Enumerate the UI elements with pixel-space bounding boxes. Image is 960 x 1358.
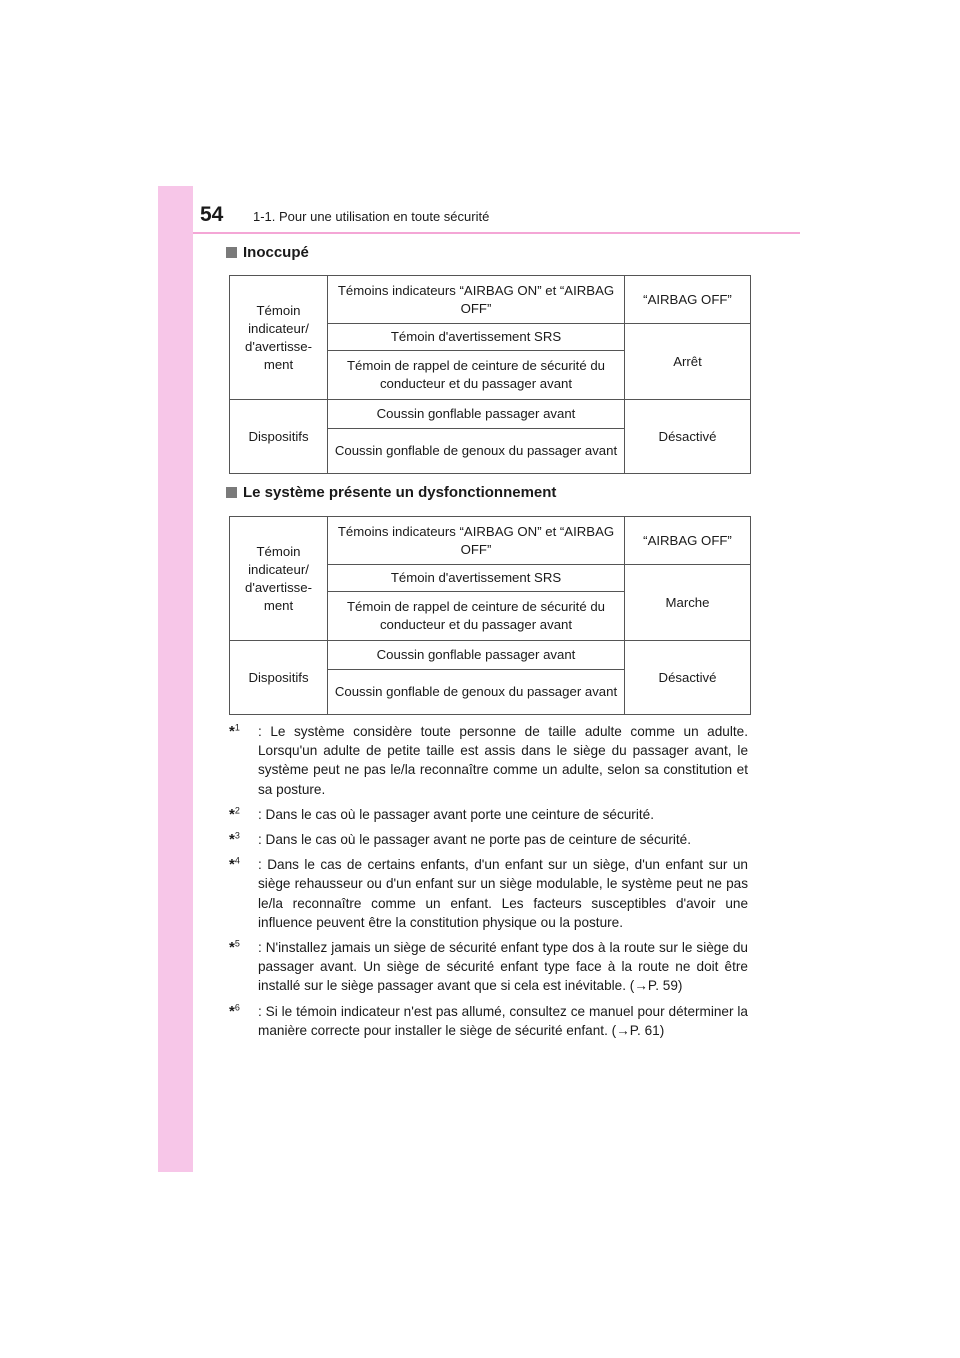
section-title-inoccupe [226,244,309,261]
side-tab-bar [158,186,193,1172]
footnote-4 [229,855,748,932]
footnote-text: : Dans le cas où le passager avant porte une ceinture de sécurité. [258,806,654,822]
page-number: 54 [200,203,224,226]
footnote-star: * [229,856,235,874]
footnotes [229,722,748,1046]
cell-srs-seatbelt-state: Arrêt [625,324,751,400]
table-row [230,276,751,324]
cell-seatbelt-reminder: Témoin de rappel de ceinture de sécurité du conducteur et du passager avant [328,351,625,400]
cell-knee-airbag: Coussin gonflable de genoux du passager avant [328,429,625,474]
footnote-text: : Si le témoin indicateur n'est pas allumé, consultez ce manuel pour déterminer la manière correcte pour installer le siège de sécurité enfant. (→P. 61) [258,1003,748,1038]
section-title-text: Inoccupé [243,244,309,261]
footnote-star: * [229,805,235,823]
cell-indicators-state: “AIRBAG OFF” [625,276,751,324]
footnote-number: 6 [234,1002,240,1013]
cell-knee-airbag: Coussin gonflable de genoux du passager avant [328,670,625,715]
section-title-malfunction [226,484,556,501]
footnote-1 [229,722,748,799]
row-header-devices: Dispositifs [230,400,328,474]
footnote-star: * [229,939,235,957]
footnote-text: : Dans le cas de certains enfants, d'un enfant sur un siège, d'un enfant sur un siège rehausseur ou d'un enfant sur un siège modulable, le système peut ne pas le/la reconnaître comme un enfant. Les facteurs susceptibles d'avoir une influence peuvent être la constitution physique ou la posture. [258,857,748,930]
table-row [230,641,751,670]
footnote-text: : Dans le cas où le passager avant ne porte pas de ceinture de sécurité. [258,832,691,848]
footnote-star: * [229,1002,235,1020]
footnote-2 [229,805,748,824]
status-table-malfunction [229,516,751,715]
cell-indicators-on-off: Témoins indicateurs “AIRBAG ON” et “AIRBAG OFF” [328,517,625,565]
footnote-number: 3 [234,830,240,841]
footnote-text: : Le système considère toute personne de taille adulte comme un adulte. Lorsqu'un adulte de petite taille est assis dans le siège du passager avant, le système peut ne pas le/la reconnaître comme un adulte, selon sa constitution et sa posture. [258,724,748,797]
row-header-indicators: Témoin indicateur/ d'avertisse- ment [230,276,328,400]
cell-srs-warning: Témoin d'avertissement SRS [328,324,625,351]
footnote-number: 5 [234,938,240,949]
footnote-star: * [229,831,235,849]
cell-indicators-on-off: Témoins indicateurs “AIRBAG ON” et “AIRBAG OFF” [328,276,625,324]
footnote-number: 4 [234,855,240,866]
table-row [230,517,751,565]
cell-srs-seatbelt-state: Marche [625,565,751,641]
footnote-star: * [229,723,235,740]
cell-devices-state: Désactivé [625,641,751,715]
cell-front-passenger-airbag: Coussin gonflable passager avant [328,400,625,429]
cell-devices-state: Désactivé [625,400,751,474]
footnote-number: 2 [234,805,240,816]
status-table-inoccupe [229,275,751,474]
square-bullet-icon [226,487,237,498]
header-rule [193,232,800,234]
footnote-number: 1 [234,722,240,733]
cell-srs-warning: Témoin d'avertissement SRS [328,565,625,592]
cell-front-passenger-airbag: Coussin gonflable passager avant [328,641,625,670]
footnote-text: : N'installez jamais un siège de sécurité enfant type dos à la route sur le siège du passager avant. Un siège de sécurité enfant type face à la route ne doit être installé sur le siège passager avant que si cela est inévitable. (→P. 59) [258,940,748,994]
footnote-3 [229,830,748,849]
square-bullet-icon [226,247,237,258]
row-header-devices: Dispositifs [230,641,328,715]
table-row [230,400,751,429]
cell-indicators-state: “AIRBAG OFF” [625,517,751,565]
section-title-text: Le système présente un dysfonctionnement [243,484,557,501]
cell-seatbelt-reminder: Témoin de rappel de ceinture de sécurité du conducteur et du passager avant [328,592,625,641]
row-header-indicators: Témoin indicateur/ d'avertisse- ment [230,517,328,641]
footnote-5 [229,938,748,996]
footnote-6 [229,1002,748,1040]
running-head: 1-1. Pour une utilisation en toute sécurité [253,209,490,224]
